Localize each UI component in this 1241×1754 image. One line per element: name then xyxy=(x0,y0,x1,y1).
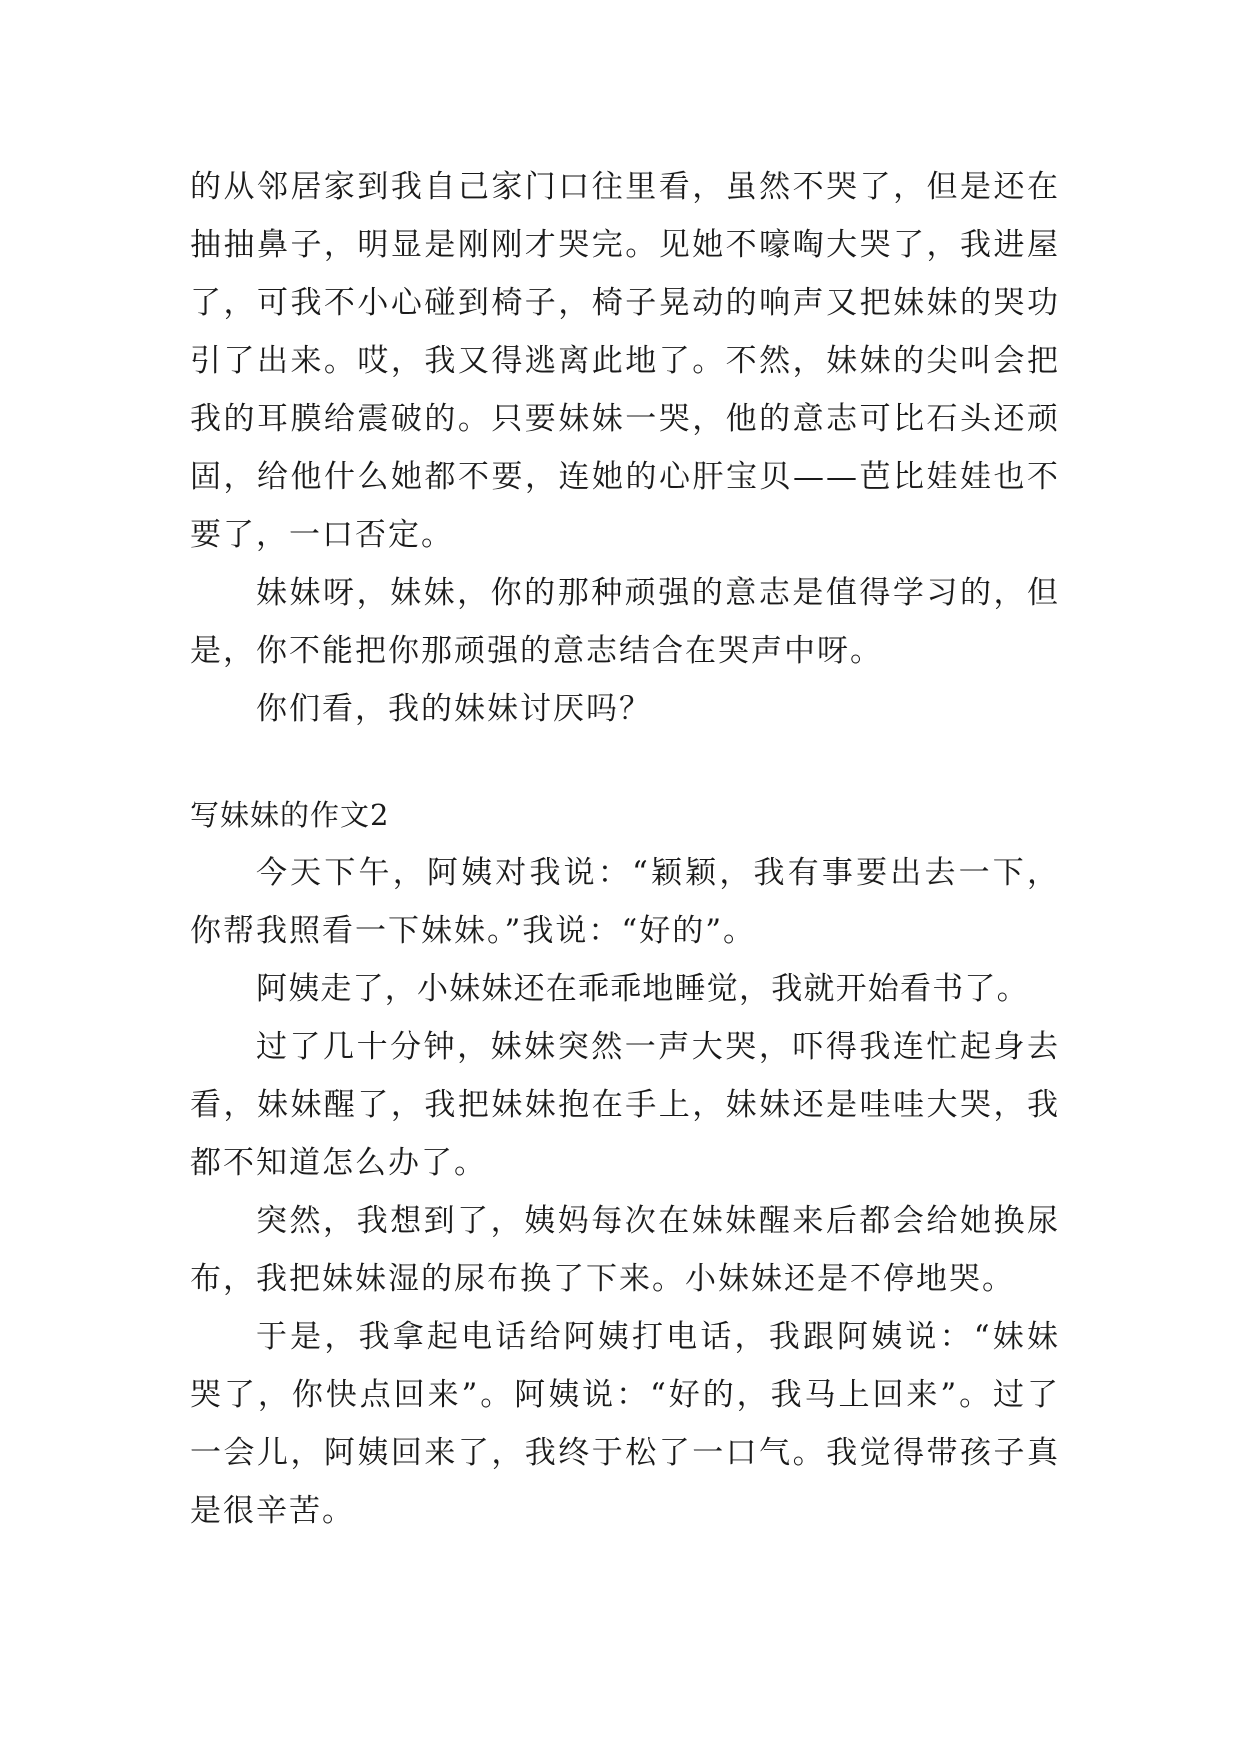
paragraph: 你们看，我的妹妹讨厌吗？ xyxy=(256,691,652,727)
document-body xyxy=(190,158,1060,1540)
paragraph: 今天下午，阿姨对我说：“颖颖，我有事要出去一下，你帮我照看一下妹妹。”我说：“好的”。 xyxy=(190,855,1060,949)
paragraph: 的从邻居家到我自己家门口往里看，虽然不哭了，但是还在抽抽鼻子，明显是刚刚才哭完。见她不嚎啕大哭了，我进屋了，可我不小心碰到椅子，椅子晃动的响声又把妹妹的哭功引了出来。哎，我又得逃离此地了。不然，妹妹的尖叫会把我的耳膜给震破的。只要妹妹一哭，他的意志可比石头还顽固，给他什么她都不要，连她的心肝宝贝——芭比娃娃也不要了，一口否定。 xyxy=(190,169,1060,553)
paragraph: 于是，我拿起电话给阿姨打电话，我跟阿姨说：“妹妹哭了，你快点回来”。阿姨说：“好的，我马上回来”。过了一会儿，阿姨回来了，我终于松了一口气。我觉得带孩子真是很辛苦。 xyxy=(190,1319,1060,1529)
paragraph: 过了几十分钟，妹妹突然一声大哭，吓得我连忙起身去看，妹妹醒了，我把妹妹抱在手上，妹妹还是哇哇大哭，我都不知道怎么办了。 xyxy=(190,1029,1060,1181)
section-title: 写妹妹的作文2 xyxy=(190,798,390,832)
paragraph: 阿姨走了，小妹妹还在乖乖地睡觉，我就开始看书了。 xyxy=(256,971,1029,1007)
paragraph: 妹妹呀，妹妹，你的那种顽强的意志是值得学习的，但是，你不能把你那顽强的意志结合在哭声中呀。 xyxy=(190,575,1060,669)
paragraph: 突然，我想到了，姨妈每次在妹妹醒来后都会给她换尿布，我把妹妹湿的尿布换了下来。小妹妹还是不停地哭。 xyxy=(190,1203,1060,1297)
